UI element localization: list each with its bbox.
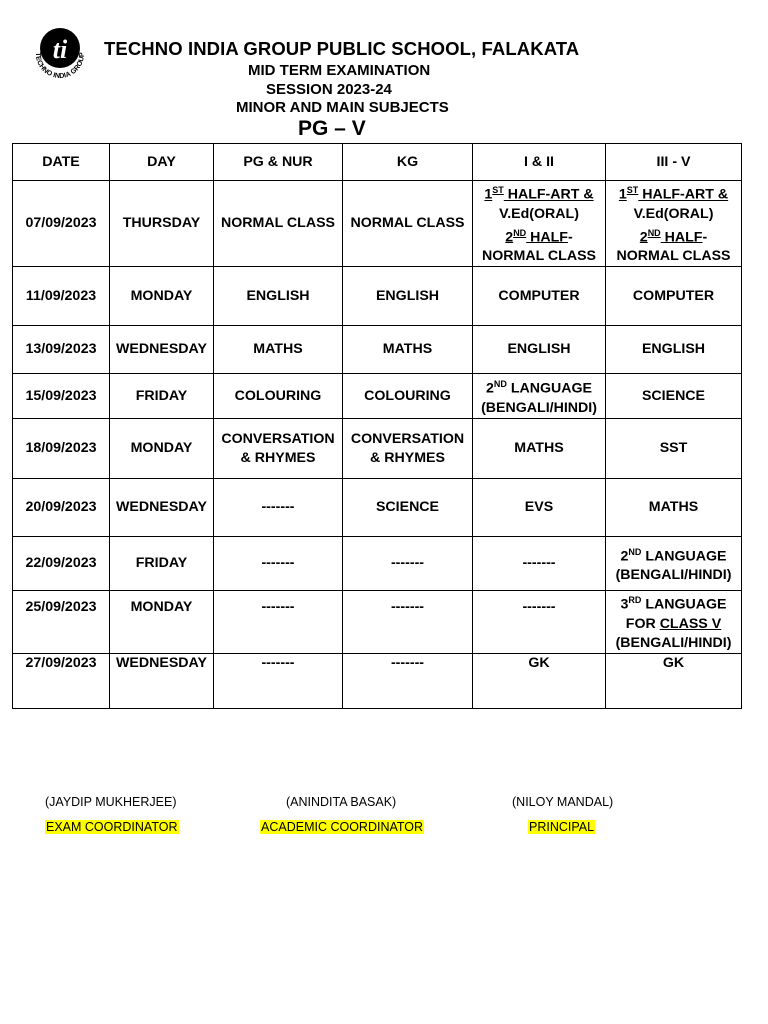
cell-iii-v: 3RD LANGUAGE FOR CLASS V (BENGALI/HINDI) [606, 591, 742, 654]
exam-coordinator-role: EXAM COORDINATOR [46, 820, 178, 834]
cell-iii-v: MATHS [606, 479, 742, 537]
cell-day: WEDNESDAY [110, 479, 214, 537]
session: SESSION 2023-24 [266, 81, 392, 98]
table-row [13, 591, 742, 654]
cell-date: 11/09/2023 [13, 267, 110, 326]
cell-i-ii: ------- [473, 537, 606, 591]
school-name: TECHNO INDIA GROUP PUBLIC SCHOOL, FALAKATA [104, 38, 580, 59]
cell-date: 18/09/2023 [13, 419, 110, 479]
table-row [13, 267, 742, 326]
cell-iii-v: COMPUTER [606, 267, 742, 326]
header-i-ii: I & II [473, 144, 606, 181]
school-logo [26, 20, 94, 88]
cell-iii-v: SST [606, 419, 742, 479]
cell-pg-nur: NORMAL CLASS [214, 181, 343, 267]
classes-range: PG – V [298, 117, 366, 140]
cell-day: THURSDAY [110, 181, 214, 267]
cell-kg: CONVERSATION & RHYMES [343, 419, 473, 479]
cell-i-ii: COMPUTER [473, 267, 606, 326]
cell-kg: ------- [343, 537, 473, 591]
cell-day: MONDAY [110, 419, 214, 479]
cell-kg: NORMAL CLASS [343, 181, 473, 267]
cell-kg: ENGLISH [343, 267, 473, 326]
logo-ring-text: TECHNO INDIA GROUP [33, 52, 87, 81]
cell-pg-nur: MATHS [214, 326, 343, 374]
cell-i-ii: MATHS [473, 419, 606, 479]
cell-i-ii: 1ST HALF-ART & V.Ed(ORAL) 2ND HALF- NORMAL CLASS [473, 181, 606, 267]
cell-pg-nur: ------- [214, 479, 343, 537]
cell-pg-nur: ------- [214, 537, 343, 591]
cell-date: 22/09/2023 [13, 537, 110, 591]
exam-coordinator-name: (JAYDIP MUKHERJEE) [45, 795, 177, 809]
cell-date: 25/09/2023 [13, 591, 110, 654]
cell-iii-v: 1ST HALF-ART & V.Ed(ORAL) 2ND HALF- NORMAL CLASS [606, 181, 742, 267]
principal-name: (NILOY MANDAL) [512, 795, 614, 809]
exam-name: MID TERM EXAMINATION [248, 62, 431, 79]
cell-iii-v: GK [606, 654, 742, 709]
cell-day: MONDAY [110, 591, 214, 654]
cell-date: 15/09/2023 [13, 374, 110, 419]
header-day: DAY [110, 144, 214, 181]
cell-iii-v: ENGLISH [606, 326, 742, 374]
cell-date: 27/09/2023 [13, 654, 110, 709]
table-row [13, 181, 742, 267]
cell-kg: MATHS [343, 326, 473, 374]
cell-pg-nur: ENGLISH [214, 267, 343, 326]
cell-i-ii: EVS [473, 479, 606, 537]
academic-coordinator-role: ACADEMIC COORDINATOR [261, 820, 424, 834]
cell-pg-nur: CONVERSATION & RHYMES [214, 419, 343, 479]
cell-kg: ------- [343, 591, 473, 654]
cell-i-ii: ENGLISH [473, 326, 606, 374]
table-row [13, 479, 742, 537]
cell-kg: COLOURING [343, 374, 473, 419]
table-row [13, 654, 742, 709]
cell-kg: SCIENCE [343, 479, 473, 537]
cell-day: MONDAY [110, 267, 214, 326]
header-pg-nur: PG & NUR [214, 144, 343, 181]
cell-i-ii: ------- [473, 591, 606, 654]
exam-schedule-table [12, 143, 742, 709]
table-row [13, 537, 742, 591]
cell-iii-v: SCIENCE [606, 374, 742, 419]
table-row [13, 419, 742, 479]
cell-day: WEDNESDAY [110, 654, 214, 709]
subjects-type: MINOR AND MAIN SUBJECTS [236, 99, 449, 116]
table-row [13, 374, 742, 419]
cell-i-ii: 2ND LANGUAGE (BENGALI/HINDI) [473, 374, 606, 419]
cell-i-ii: GK [473, 654, 606, 709]
logo-glyph: ti [52, 35, 68, 64]
cell-day: FRIDAY [110, 374, 214, 419]
academic-coordinator-name: (ANINDITA BASAK) [286, 795, 397, 809]
cell-date: 13/09/2023 [13, 326, 110, 374]
header-iii-v: III - V [606, 144, 742, 181]
principal-role: PRINCIPAL [529, 820, 595, 834]
cell-date: 20/09/2023 [13, 479, 110, 537]
cell-pg-nur: COLOURING [214, 374, 343, 419]
cell-day: FRIDAY [110, 537, 214, 591]
cell-kg: ------- [343, 654, 473, 709]
table-header-row [13, 144, 742, 181]
cell-date: 07/09/2023 [13, 181, 110, 267]
cell-pg-nur: ------- [214, 591, 343, 654]
cell-pg-nur: ------- [214, 654, 343, 709]
header-kg: KG [343, 144, 473, 181]
header-date: DATE [13, 144, 110, 181]
cell-day: WEDNESDAY [110, 326, 214, 374]
table-row [13, 326, 742, 374]
cell-iii-v: 2ND LANGUAGE (BENGALI/HINDI) [606, 537, 742, 591]
